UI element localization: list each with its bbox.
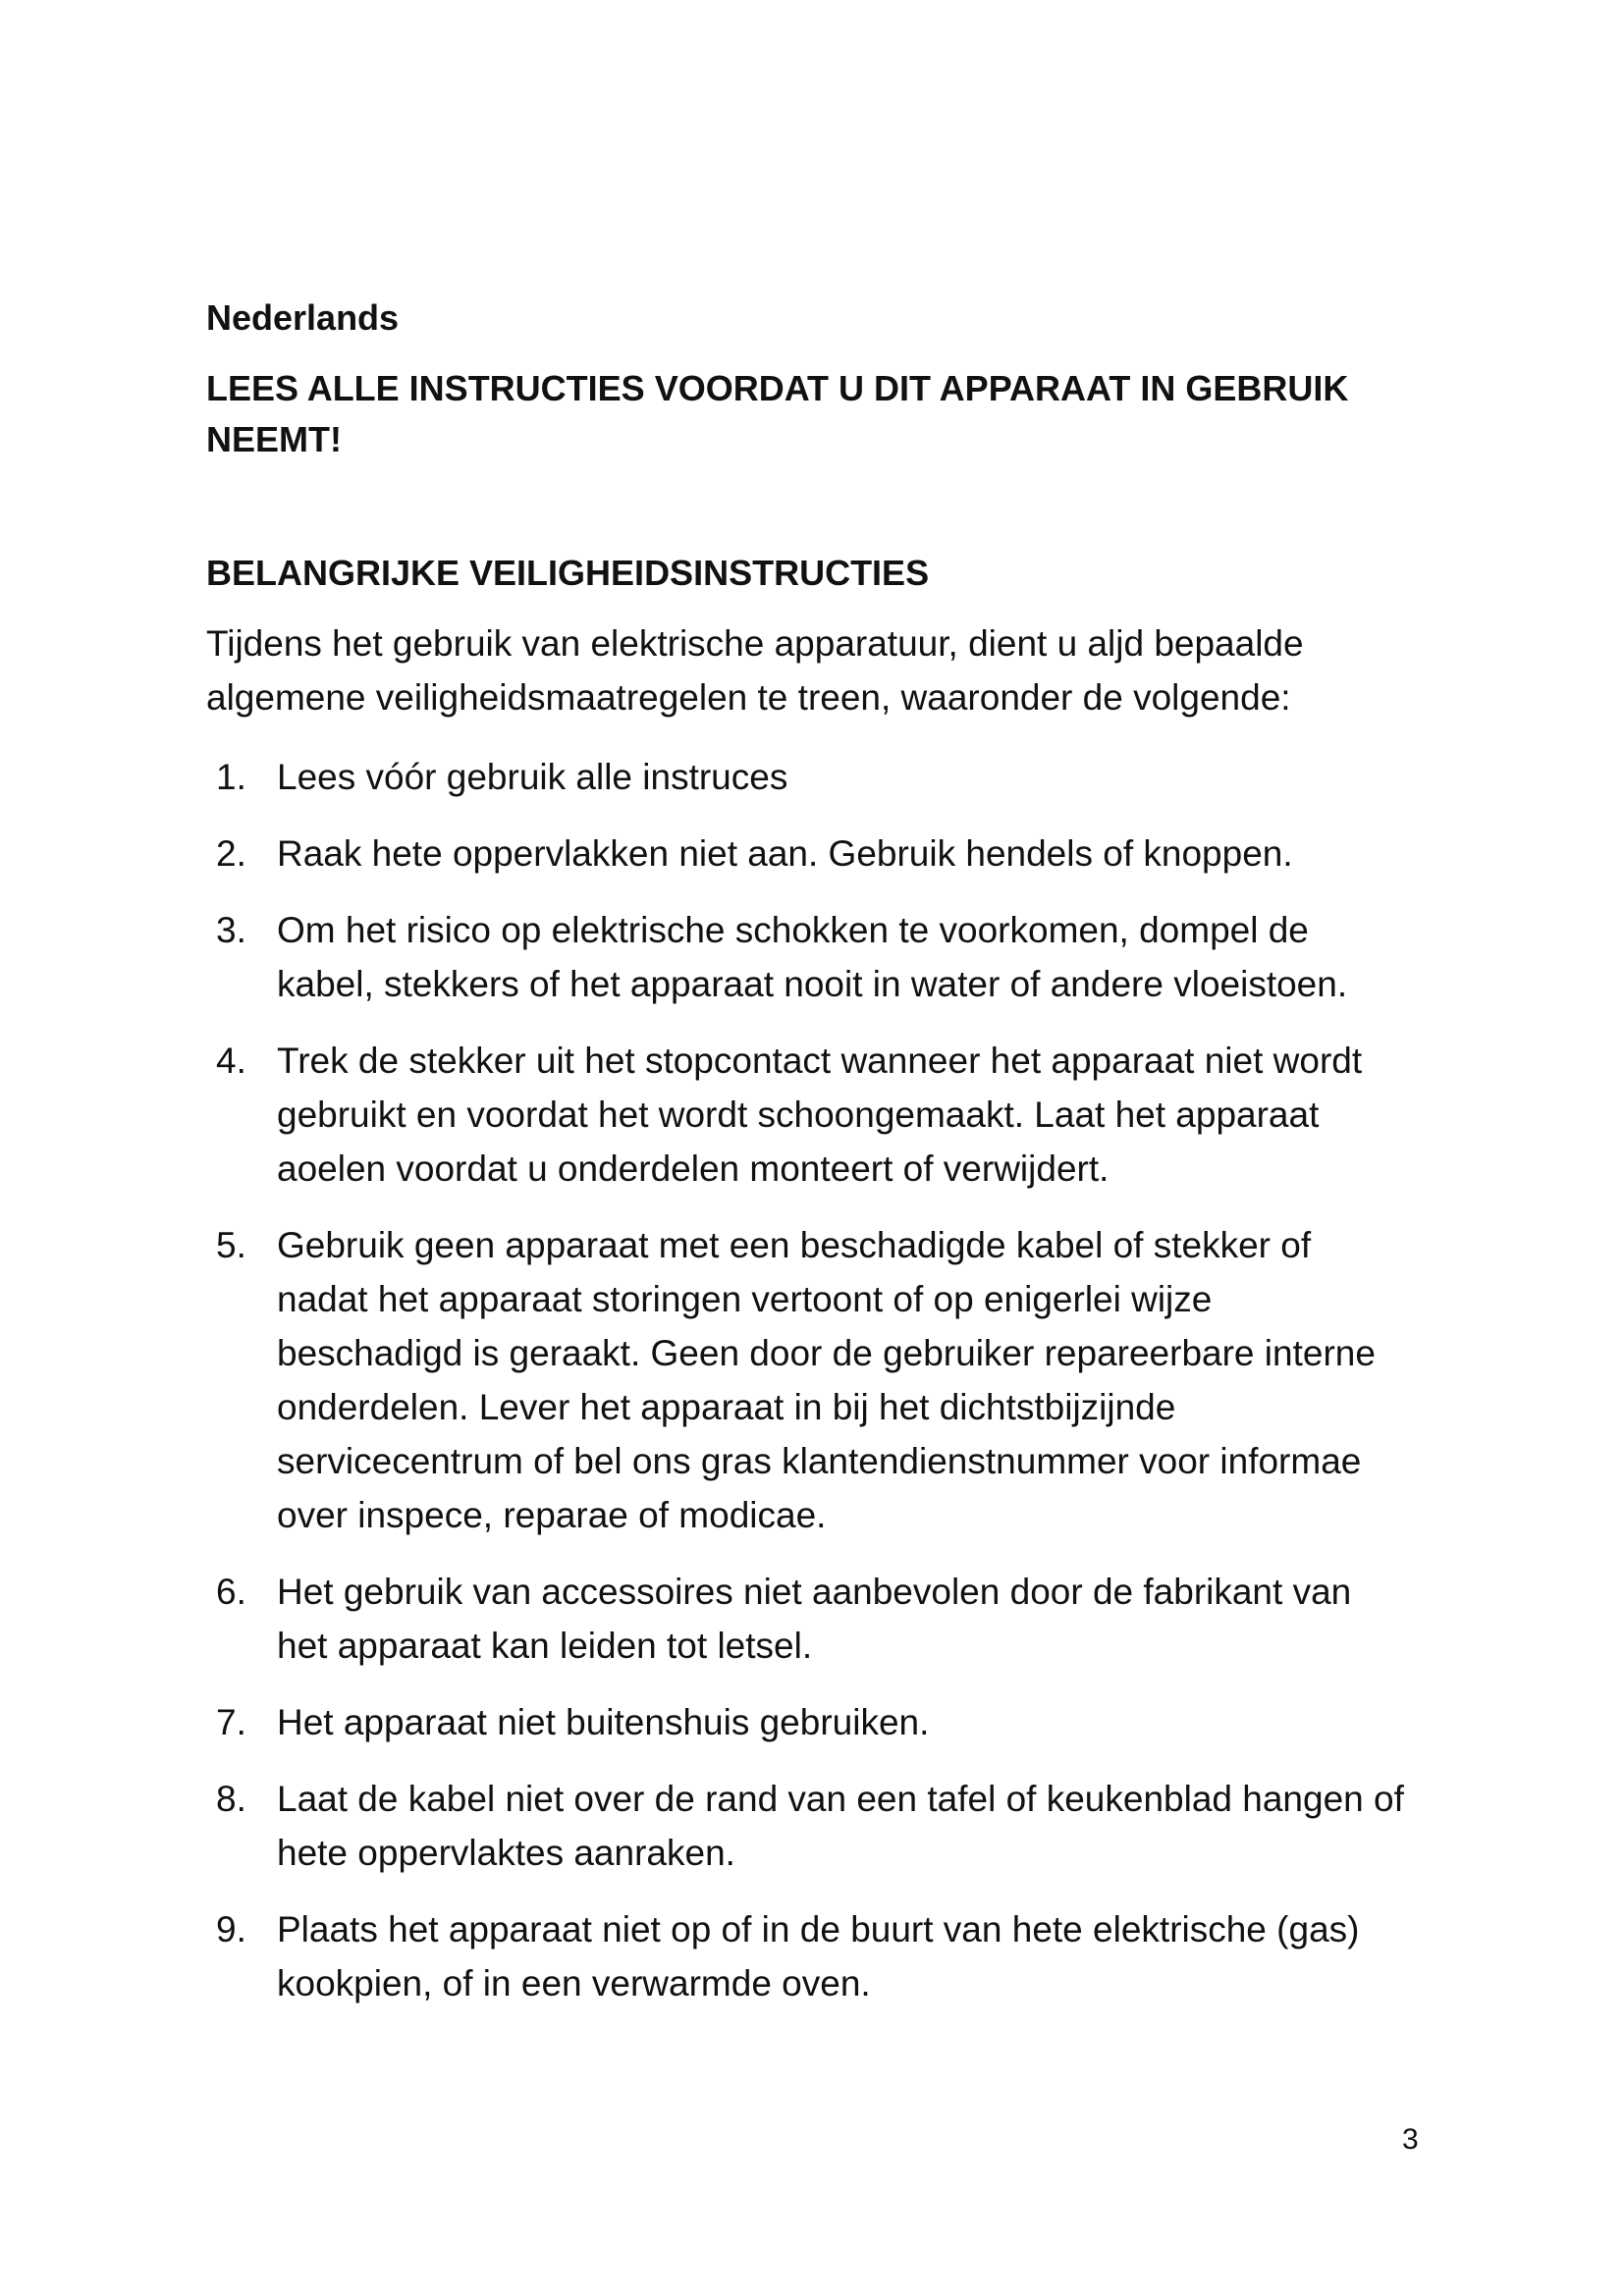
- item-text: Het gebruik van accessoires niet aanbevolen door de fabrikant van het apparaat kan leiden tot letsel.: [277, 1572, 1352, 1666]
- list-item: [206, 750, 1404, 804]
- list-item: [206, 1034, 1404, 1196]
- intro-paragraph: Tijdens het gebruik van elektrische apparatuur, dient u aljd bepaalde algemene veiligheidsmaatregelen te treen, waaronder de volgende:: [206, 623, 1304, 718]
- list-item: [206, 1565, 1404, 1673]
- item-text: Lees vóór gebruik alle instruces: [277, 757, 788, 797]
- item-text: Het apparaat niet buitenshuis gebruiken.: [277, 1702, 930, 1742]
- language-label: Nederlands: [206, 297, 400, 338]
- item-text: Plaats het apparaat niet op of in de buurt van hete elektrische (gas) kookpien, of in een verwarmde oven.: [277, 1909, 1360, 2003]
- item-number: 2.: [216, 833, 246, 874]
- item-number: 7.: [216, 1702, 246, 1742]
- item-number: 6.: [216, 1572, 246, 1612]
- item-text: Raak hete oppervlakken niet aan. Gebruik hendels of knoppen.: [277, 833, 1293, 874]
- list-item: [206, 903, 1404, 1011]
- list-item: [206, 827, 1404, 881]
- list-item: [206, 1772, 1404, 1880]
- item-number: 4.: [216, 1041, 246, 1081]
- item-number: 5.: [216, 1225, 246, 1265]
- item-number: 8.: [216, 1779, 246, 1819]
- safety-instructions-list: [206, 750, 1463, 2010]
- item-number: 9.: [216, 1909, 246, 1949]
- list-item: [206, 1902, 1404, 2010]
- list-item: [206, 1218, 1404, 1542]
- item-text: Trek de stekker uit het stopcontact wanneer het apparaat niet wordt gebruikt en voordat het wordt schoongemaakt. Laat het apparaat aoelen voordat u onderdelen monteert of verwijdert.: [277, 1041, 1363, 1189]
- item-text: Laat de kabel niet over de rand van een tafel of keukenblad hangen of hete oppervlaktes aanraken.: [277, 1779, 1404, 1873]
- document-page: [206, 294, 1463, 2033]
- section-heading: BELANGRIJKE VEILIGHEIDSINSTRUCTIES: [206, 553, 930, 593]
- page-number: 3: [1402, 2123, 1419, 2156]
- main-heading: LEES ALLE INSTRUCTIES VOORDAT U DIT APPARAAT IN GEBRUIK NEEMT!: [206, 368, 1349, 459]
- item-number: 3.: [216, 910, 246, 950]
- item-text: Gebruik geen apparaat met een beschadigde kabel of stekker of nadat het apparaat storingen vertoont of op enigerlei wijze beschadigd is geraakt. Geen door de gebruiker repareerbare interne onderdelen. Lever het apparaat in bij het dichtstbijzijnde servicecentrum of bel ons gras klantendienstnummer voor informae over inspece, reparae of modicae.: [277, 1225, 1376, 1535]
- item-text: Om het risico op elektrische schokken te voorkomen, dompel de kabel, stekkers of het apparaat nooit in water of andere vloeistoen.: [277, 910, 1348, 1004]
- item-number: 1.: [216, 757, 246, 797]
- list-item: [206, 1695, 1404, 1749]
